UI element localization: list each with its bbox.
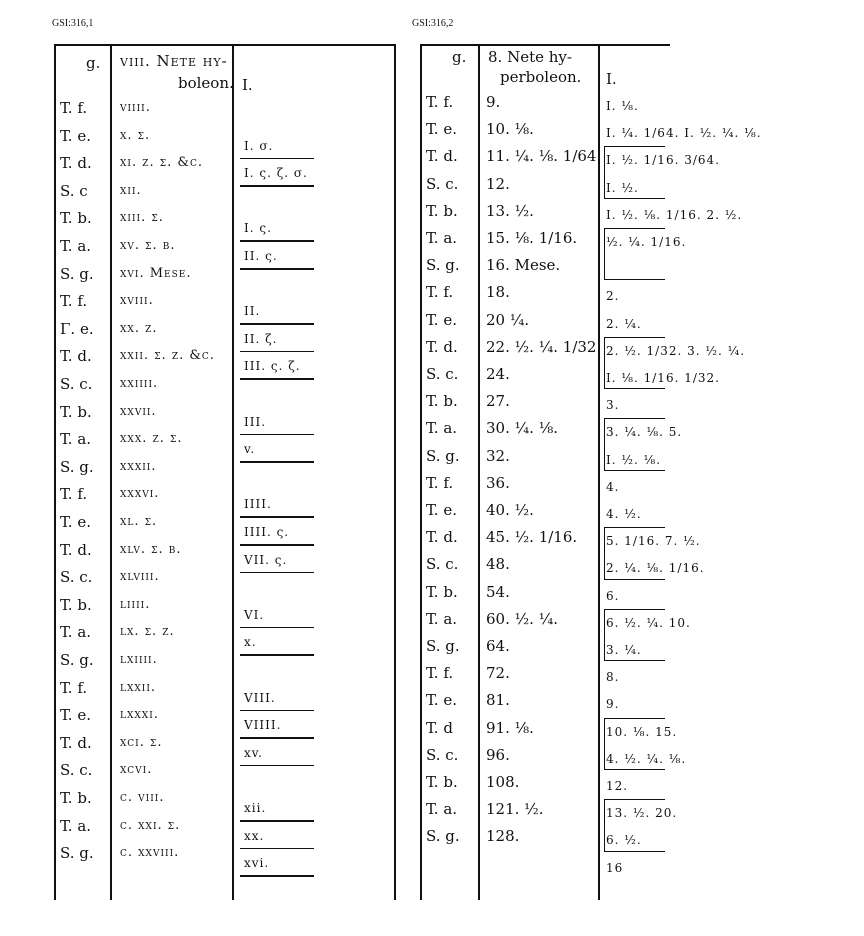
table-row <box>420 389 670 413</box>
row-division: xv. <box>244 745 263 760</box>
table-row <box>420 471 670 495</box>
table-row <box>54 648 396 672</box>
table-row <box>54 179 396 203</box>
row-division: ½. ¼. 1/16. <box>606 235 687 249</box>
row-division: xvi. <box>244 856 270 871</box>
row-division: 4. <box>606 479 620 494</box>
row-division: xx. <box>244 828 265 843</box>
row-key: S. c <box>60 181 88 200</box>
row-key: T. b. <box>60 402 92 421</box>
table-row <box>54 703 396 733</box>
row-key: T. e. <box>60 706 91 725</box>
row-division: 6. <box>606 588 620 603</box>
row-division: I. ½. <box>606 180 639 195</box>
row-value: xv. σ. ϐ. <box>120 238 176 253</box>
row-division: 6. ½. ¼. 10. <box>606 615 691 630</box>
row-key: T. b. <box>426 201 458 220</box>
row-key: T. b. <box>60 595 92 614</box>
row-value: liiii. <box>120 596 151 612</box>
row-value: xlviii. <box>120 569 160 585</box>
row-value: x. σ. <box>120 127 151 143</box>
row-division: 10. ⅛. 15. <box>606 724 678 739</box>
row-division: 9. <box>606 697 620 712</box>
row-key: T. a. <box>60 816 92 835</box>
row-value: 16. Mese. <box>486 256 561 275</box>
row-value: xl. ς. <box>120 514 158 529</box>
row-key: T. a. <box>426 229 458 247</box>
row-key: T. f. <box>426 283 454 302</box>
row-division: IIII. ς. <box>244 525 290 539</box>
bracket <box>604 228 665 280</box>
row-value: 91. ⅛. <box>486 718 534 737</box>
row-value: xii. <box>120 182 142 198</box>
row-value: xcvi. <box>120 762 153 778</box>
row-key: S. g. <box>60 457 94 476</box>
row-value: 36. <box>486 473 510 492</box>
header-col1: g. <box>452 48 467 66</box>
row-key: T. b. <box>426 582 458 601</box>
row-key: S. c. <box>426 365 459 383</box>
bracket <box>604 146 665 198</box>
row-division: 3. ¼. <box>606 643 642 657</box>
row-division: VII. ς. <box>244 552 288 567</box>
row-key: S. g. <box>60 844 94 863</box>
row-key: T. f. <box>60 485 88 504</box>
table-row <box>54 786 396 815</box>
table-row <box>54 262 396 286</box>
row-value: xxx. ζ. σ. <box>120 431 183 447</box>
table-row <box>54 151 396 181</box>
row-value: 72. <box>486 664 510 683</box>
table-row <box>54 731 396 760</box>
bracket <box>604 418 665 470</box>
bracket <box>604 527 665 579</box>
page-ref-left: GSI:316,1 <box>52 18 94 29</box>
table-row <box>54 427 396 457</box>
row-value: xvi. Mese. <box>120 265 192 281</box>
row-key: T. a. <box>60 237 92 255</box>
row-value: xxii. ς. ζ. &c. <box>120 348 215 364</box>
row-key: Γ. e. <box>60 319 94 338</box>
row-division: II. ζ. <box>244 331 278 346</box>
row-division: 5. 1/16. 7. ½. <box>606 534 701 549</box>
table-row <box>54 538 396 567</box>
bracket <box>604 718 665 770</box>
row-value: 54. <box>486 582 510 601</box>
row-key: T. e. <box>426 310 457 329</box>
table-row <box>54 620 396 650</box>
row-key: S. c. <box>426 745 459 764</box>
row-value: 81. <box>486 691 510 710</box>
row-value: 121. ½. <box>486 800 544 819</box>
row-division: 4. ½. <box>606 507 642 521</box>
row-division: II. <box>244 304 261 319</box>
header-col1: g. <box>86 54 101 72</box>
row-value: 20 ¼. <box>486 310 530 329</box>
row-value: 22. ½. ¼. 1/32. <box>486 337 602 356</box>
table-row <box>420 688 670 712</box>
row-key: T. d. <box>426 528 458 547</box>
row-division: VIII. <box>244 690 276 705</box>
row-value: 40. ½. <box>486 501 534 519</box>
row-key: T. d. <box>60 733 92 752</box>
row-division: 4. ½. ¼. ⅛. <box>606 751 687 766</box>
row-division: 3. ¼. ⅛. 5. <box>606 425 683 440</box>
table-row <box>420 308 670 332</box>
row-value: 96. <box>486 745 510 764</box>
header-col2a: 8. Nete hy- <box>488 48 572 66</box>
row-value: xxxii. <box>120 458 157 474</box>
row-value: 27. <box>486 392 510 411</box>
right-table <box>420 44 762 900</box>
row-key: T. d. <box>426 337 458 356</box>
table-row <box>420 661 670 685</box>
row-key: S. g. <box>426 446 460 465</box>
table-row <box>54 676 396 705</box>
row-division: 12. <box>606 779 629 793</box>
header-col2a: viii. Nete hy- <box>120 52 228 70</box>
row-value: 48. <box>486 555 510 574</box>
row-division: 6. ½. <box>606 833 642 848</box>
header-col2b: perboleon. <box>500 68 582 86</box>
row-key: T. e. <box>426 501 457 519</box>
row-division: I. σ. <box>244 138 274 153</box>
row-key: T. e. <box>426 691 457 710</box>
row-value: 10. ⅛. <box>486 120 534 139</box>
row-value: xviii. <box>120 293 154 309</box>
row-key: T. b. <box>426 773 458 791</box>
row-value: xxiiii. <box>120 376 159 391</box>
row-value: c. viii. <box>120 790 165 805</box>
row-key: T. b. <box>426 392 458 411</box>
table-row <box>420 117 762 141</box>
row-division: III. ς. ζ. <box>244 359 301 374</box>
header-col2b: boleon. <box>178 74 234 92</box>
row-value: 24. <box>486 365 510 383</box>
row-key: T. a. <box>60 430 92 449</box>
table-row <box>54 344 396 374</box>
row-key: S. c. <box>426 174 459 193</box>
row-value: 12. <box>486 174 510 193</box>
row-division: I. ς. <box>244 221 272 236</box>
row-value: lxxii. <box>120 679 157 695</box>
row-key: T. a. <box>426 419 458 438</box>
row-division: xii. <box>244 801 267 815</box>
row-key: T. f. <box>426 93 454 111</box>
row-division: I. ⅛. <box>606 99 639 113</box>
row-key: T. d. <box>60 347 92 366</box>
row-division: v. <box>244 442 256 457</box>
table-row <box>420 498 670 522</box>
row-key: S. g. <box>426 637 460 655</box>
row-value: 15. ⅛. 1/16. <box>486 229 578 247</box>
table-row <box>54 206 396 236</box>
row-value: 108. <box>486 773 520 791</box>
header-col3: I. <box>606 70 617 88</box>
row-value: xxvii. <box>120 403 157 419</box>
row-division: 13. ½. 20. <box>606 806 678 821</box>
row-key: T. b. <box>60 209 92 228</box>
row-value: 45. ½. 1/16. <box>486 528 578 547</box>
row-key: T. a. <box>426 609 458 628</box>
header-col3: I. <box>242 76 253 94</box>
row-value: 13. ½. <box>486 201 534 220</box>
row-key: T. e. <box>60 126 91 145</box>
row-key: T. f. <box>426 664 454 683</box>
row-division: 2. ½. 1/32. 3. ½. ¼. <box>606 343 746 358</box>
bracket <box>604 337 665 389</box>
table-row <box>54 317 396 346</box>
row-division: I. ½. ⅛. <box>606 452 662 467</box>
row-key: T. d <box>426 718 453 737</box>
row-value: xci. σ. <box>120 734 163 750</box>
table-row <box>420 770 670 794</box>
table-row <box>54 510 396 539</box>
table-row <box>54 841 396 871</box>
row-key: T. f. <box>60 99 88 117</box>
row-value: xiii. ς. <box>120 210 164 226</box>
row-division: I. ⅛. 1/16. 1/32. <box>606 371 720 385</box>
row-division: x. <box>244 635 257 650</box>
row-key: S. g. <box>60 264 94 283</box>
row-value: 11. ¼. ⅛. 1/64. <box>486 147 602 166</box>
row-value: 32. <box>486 446 510 465</box>
table-row <box>54 482 396 512</box>
rule-line <box>240 875 314 877</box>
table-row <box>54 400 396 429</box>
row-division: I. ¼. 1/64. I. ½. ¼. ⅛. <box>606 126 762 141</box>
row-value: xi. ζ. σ. &c. <box>120 155 203 171</box>
row-value: xxxvi. <box>120 486 160 502</box>
row-key: S. c. <box>426 555 459 574</box>
row-division: 16 <box>606 860 624 875</box>
row-key: T. e. <box>60 513 91 531</box>
row-value: 60. ½. ¼. <box>486 609 559 628</box>
row-key: T. f. <box>60 678 88 697</box>
table-row <box>420 852 670 876</box>
row-value: viiii. <box>120 100 151 115</box>
table-row <box>54 758 396 782</box>
row-key: T. a. <box>60 623 92 642</box>
row-key: S. c. <box>60 375 93 393</box>
row-value: lxiiii. <box>120 652 158 667</box>
table-row <box>54 455 396 479</box>
row-value: xx. ζ. <box>120 320 158 336</box>
row-value: 128. <box>486 827 520 846</box>
table-row <box>54 124 396 153</box>
row-division: VIIII. <box>244 718 282 733</box>
row-key: S. g. <box>426 256 460 275</box>
table-row <box>54 289 396 319</box>
row-value: 9. <box>486 93 501 111</box>
table-row <box>420 580 670 604</box>
page-ref-right: GSI:316,2 <box>412 18 454 29</box>
row-division: I. ς. ζ. σ. <box>244 166 308 181</box>
row-value: lx. ς. ζ. <box>120 624 175 640</box>
row-division: 2. ¼. <box>606 316 642 331</box>
row-value: c. xxi. ς. <box>120 817 181 833</box>
left-table <box>54 44 396 900</box>
row-key: T. b. <box>60 789 92 807</box>
row-division: II. ς. <box>244 249 278 263</box>
row-division: 3. <box>606 398 620 413</box>
row-value: xlv. ς. ϐ. <box>120 541 182 557</box>
row-value: 64. <box>486 637 510 655</box>
table-row <box>54 565 396 589</box>
table-row <box>54 593 396 622</box>
row-key: T. a. <box>426 800 458 819</box>
row-value: 18. <box>486 283 510 302</box>
row-key: T. f. <box>60 292 88 311</box>
bracket <box>604 799 665 851</box>
row-division: 2. <box>606 289 620 304</box>
table-row <box>54 814 396 843</box>
row-key: S. c. <box>60 568 93 587</box>
row-value: lxxxi. <box>120 707 159 723</box>
table-row <box>420 90 670 114</box>
table-row <box>54 234 396 263</box>
row-key: T. d. <box>426 147 458 166</box>
row-division: I. ½. 1/16. 3/64. <box>606 153 720 168</box>
table-row <box>420 280 670 304</box>
row-division: 8. <box>606 670 620 685</box>
table-row <box>54 372 396 396</box>
bracket <box>604 609 665 661</box>
row-key: S. g. <box>426 827 460 846</box>
row-key: S. g. <box>60 651 94 669</box>
row-division: 2. ¼. ⅛. 1/16. <box>606 561 705 576</box>
row-division: IIII. <box>244 497 272 512</box>
row-division: III. <box>244 414 267 429</box>
row-division: I. ½. ⅛. 1/16. 2. ½. <box>606 207 743 222</box>
row-key: T. e. <box>426 120 457 139</box>
row-key: T. f. <box>426 473 454 492</box>
row-value: 30. ¼. ⅛. <box>486 419 559 438</box>
row-key: S. c. <box>60 761 93 780</box>
row-key: T. d. <box>60 154 92 173</box>
row-key: T. d. <box>60 540 92 559</box>
table-row <box>420 199 743 223</box>
row-division: VI. <box>244 607 265 622</box>
table-row <box>54 96 396 120</box>
row-value: c. xxviii. <box>120 845 180 861</box>
